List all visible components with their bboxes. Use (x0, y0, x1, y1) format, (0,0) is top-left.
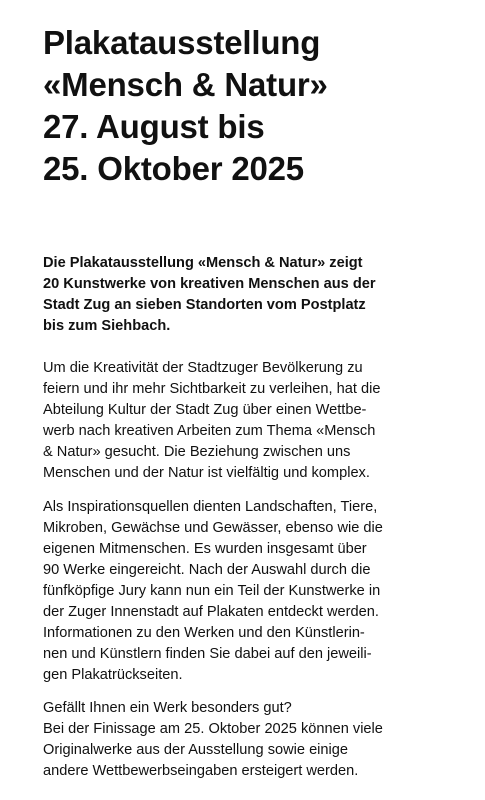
body-line: Gefällt Ihnen ein Werk besonders gut? (43, 700, 292, 716)
body-line: 90 Werke eingereicht. Nach der Auswahl durch die (43, 562, 371, 578)
body-line: Bei der Finissage am 25. Oktober 2025 können viele (43, 721, 383, 737)
body-line: Originalwerke aus der Ausstellung sowie einige (43, 742, 349, 758)
title-line: 25. Oktober 2025 (43, 150, 304, 187)
body-paragraph-1 (43, 358, 463, 484)
body-paragraph-3 (43, 698, 463, 782)
lead-line: bis zum Siehbach. (43, 318, 171, 334)
body-line: Um die Kreativität der Stadtzuger Bevölkerung zu (43, 360, 363, 376)
lead-line: Stadt Zug an sieben Standorten vom Postplatz (43, 297, 366, 313)
body-line: andere Wettbewerbseingaben ersteigert werden. (43, 763, 359, 779)
document-page (43, 22, 463, 779)
body-line: nen und Künstlern finden Sie dabei auf den jeweili- (43, 646, 372, 662)
title-line: Plakatausstellung (43, 24, 321, 61)
body-line: der Zuger Innenstadt auf Plakaten entdeckt werden. (43, 604, 379, 620)
body-line: feiern und ihr mehr Sichtbarkeit zu verleihen, hat die (43, 381, 381, 397)
lead-line: 20 Kunstwerke von kreativen Menschen aus der (43, 276, 376, 292)
body-paragraph-2 (43, 497, 463, 686)
body-line: Als Inspirationsquellen dienten Landschaften, Tiere, (43, 499, 378, 515)
body-line: Menschen und der Natur ist vielfältig und komplex. (43, 465, 370, 481)
body-line: Abteilung Kultur der Stadt Zug über einen Wettbe- (43, 402, 367, 418)
body-line: Mikroben, Gewächse und Gewässer, ebenso wie die (43, 520, 383, 536)
lead-paragraph (43, 253, 463, 337)
title-line: 27. August bis (43, 108, 265, 145)
title-line: «Mensch & Natur» (43, 66, 328, 103)
body-line: gen Plakatrückseiten. (43, 667, 183, 683)
lead-line: Die Plakatausstellung «Mensch & Natur» zeigt (43, 255, 363, 271)
body-line: fünfköpfige Jury kann nun ein Teil der Kunstwerke in (43, 583, 381, 599)
body-line: Informationen zu den Werken und den Künstlerin- (43, 625, 365, 641)
page-title (43, 22, 463, 190)
body-line: eigenen Mitmenschen. Es wurden insgesamt über (43, 541, 367, 557)
body-line: werb nach kreativen Arbeiten zum Thema «Mensch (43, 423, 376, 439)
body-line: & Natur» gesucht. Die Beziehung zwischen uns (43, 444, 351, 460)
